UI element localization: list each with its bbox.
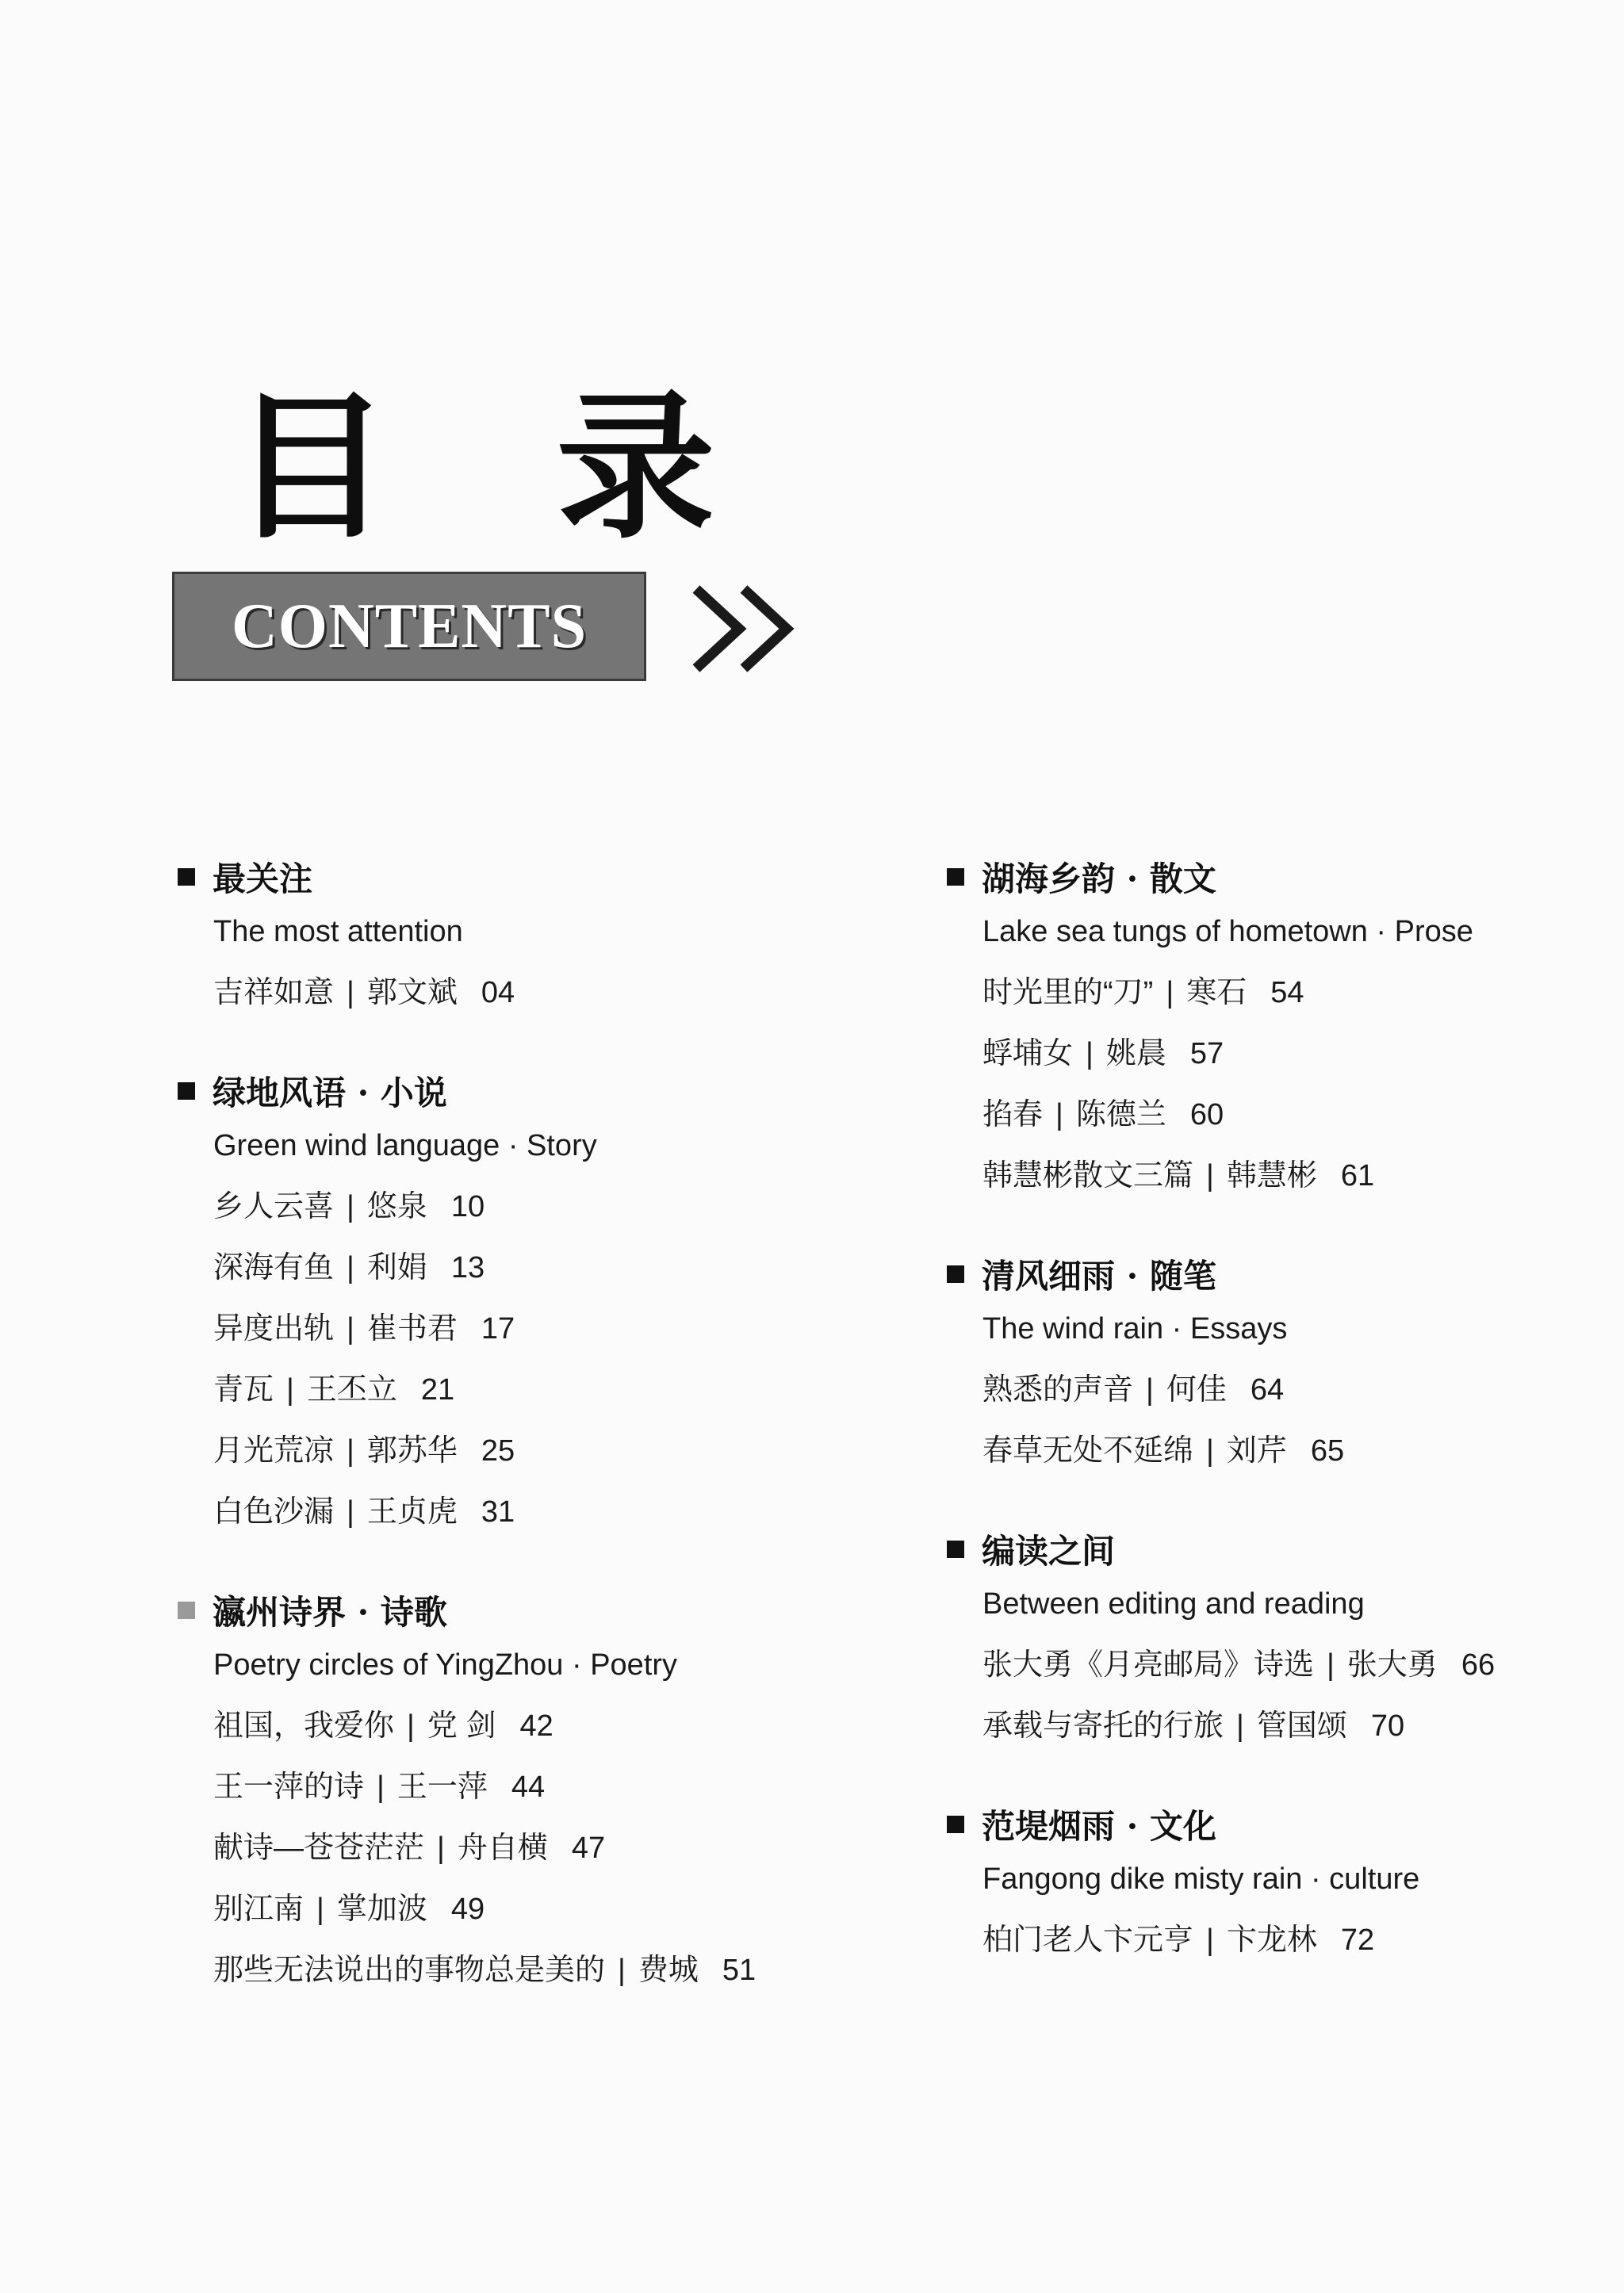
entry-title: 青瓦 xyxy=(213,1373,274,1407)
entry-page: 25 xyxy=(481,1434,515,1468)
toc-entry[interactable] xyxy=(982,1146,1605,1207)
entry-page: 57 xyxy=(1189,1037,1224,1070)
toc-entry[interactable] xyxy=(213,1818,891,1879)
entry-author: 郭文斌 xyxy=(366,976,458,1009)
toc-entry[interactable] xyxy=(213,1482,891,1543)
toc-entry[interactable] xyxy=(213,1757,891,1818)
entry-author: 舟自横 xyxy=(457,1832,548,1865)
entry-author: 何佳 xyxy=(1166,1373,1227,1407)
section-header xyxy=(947,1525,1605,1574)
entry-author: 利娟 xyxy=(366,1251,427,1284)
section-editing-reading xyxy=(947,1525,1605,1757)
toc-entry[interactable] xyxy=(213,963,891,1024)
toc-entry[interactable] xyxy=(213,1299,891,1360)
entry-author: 费城 xyxy=(638,1954,699,1987)
entry-title: 掐春 xyxy=(982,1098,1044,1131)
section-title: 清风细雨 · 随笔 xyxy=(982,1257,1216,1296)
section-header xyxy=(178,1066,891,1116)
separator: | xyxy=(1146,1373,1154,1407)
entry-title: 吉祥如意 xyxy=(213,976,335,1009)
square-bullet-icon xyxy=(178,1082,195,1100)
entry-page: 47 xyxy=(571,1832,606,1865)
separator: | xyxy=(347,1434,354,1468)
page-title-cn: 目 录 xyxy=(232,374,771,561)
left-column xyxy=(178,852,891,2044)
square-bullet-icon xyxy=(947,1265,964,1283)
toc-entry[interactable] xyxy=(982,1360,1605,1421)
separator: | xyxy=(437,1832,445,1865)
entry-title: 深海有鱼 xyxy=(213,1251,335,1284)
entry-author: 王贞虎 xyxy=(366,1495,458,1529)
entry-page: 66 xyxy=(1461,1648,1496,1682)
section-subtitle: The wind rain · Essays xyxy=(982,1312,1288,1346)
entry-title: 春草无处不延绵 xyxy=(982,1434,1194,1468)
entry-author: 悠泉 xyxy=(366,1190,427,1223)
entry-page: 60 xyxy=(1189,1098,1224,1131)
entry-author: 党 剑 xyxy=(427,1709,496,1743)
entry-page: 17 xyxy=(481,1312,515,1346)
separator: | xyxy=(1206,1434,1214,1468)
section-subtitle: Fangong dike misty rain · culture xyxy=(982,1862,1420,1896)
square-bullet-icon xyxy=(178,868,195,886)
entry-title: 熟悉的声音 xyxy=(982,1373,1134,1407)
toc-entry[interactable] xyxy=(213,1238,891,1299)
toc-entry[interactable] xyxy=(982,1024,1605,1085)
toc-entry[interactable] xyxy=(213,1696,891,1757)
entry-page: 13 xyxy=(450,1251,485,1284)
section-essays xyxy=(947,1250,1605,1482)
separator: | xyxy=(316,1893,324,1926)
entry-title: 时光里的“刀” xyxy=(982,976,1154,1009)
entry-title: 张大勇《月亮邮局》诗选 xyxy=(982,1648,1315,1682)
entry-author: 管国颂 xyxy=(1256,1709,1347,1743)
entry-author: 掌加波 xyxy=(336,1893,427,1926)
entry-title: 白色沙漏 xyxy=(213,1495,335,1529)
entry-author: 王一萍 xyxy=(396,1770,488,1804)
entry-author: 卞龙林 xyxy=(1226,1924,1317,1957)
entry-title: 别江南 xyxy=(213,1893,304,1926)
entry-page: 04 xyxy=(481,976,515,1009)
entry-page: 44 xyxy=(511,1770,546,1804)
separator: | xyxy=(1166,976,1174,1009)
entry-page: 61 xyxy=(1340,1159,1375,1192)
separator: | xyxy=(1055,1098,1063,1131)
separator: | xyxy=(1206,1159,1214,1192)
section-story xyxy=(178,1066,891,1543)
page-title-en: CONTENTS xyxy=(231,591,588,661)
separator: | xyxy=(1206,1924,1214,1957)
section-subtitle: The most attention xyxy=(213,915,463,948)
entry-title: 乡人云喜 xyxy=(213,1190,335,1223)
toc-entry[interactable] xyxy=(982,963,1605,1024)
entry-page: 51 xyxy=(722,1954,756,1987)
entry-page: 42 xyxy=(519,1709,553,1743)
square-bullet-icon xyxy=(947,1816,964,1833)
entry-author: 韩慧彬 xyxy=(1226,1159,1317,1192)
toc-entry[interactable] xyxy=(982,1421,1605,1482)
entry-page: 65 xyxy=(1310,1434,1345,1468)
section-title: 范堤烟雨 · 文化 xyxy=(982,1807,1216,1846)
toc-entry[interactable] xyxy=(982,1910,1605,1971)
toc-entry[interactable] xyxy=(982,1085,1605,1146)
section-title: 绿地风语 · 小说 xyxy=(213,1074,447,1112)
section-prose xyxy=(947,852,1605,1207)
entry-title: 祖国，我爱你 xyxy=(213,1709,395,1743)
section-subtitle: Between editing and reading xyxy=(982,1587,1365,1621)
entry-author: 王丕立 xyxy=(306,1373,397,1407)
entry-author: 崔书君 xyxy=(366,1312,458,1346)
entry-page: 21 xyxy=(420,1373,455,1407)
separator: | xyxy=(286,1373,294,1407)
separator: | xyxy=(347,1190,354,1223)
entry-author: 陈德兰 xyxy=(1075,1098,1166,1131)
separator: | xyxy=(347,1312,354,1346)
right-column xyxy=(947,852,1605,2014)
entry-title: 王一萍的诗 xyxy=(213,1770,365,1804)
separator: | xyxy=(347,1251,354,1284)
square-bullet-icon xyxy=(947,868,964,886)
toc-entry[interactable] xyxy=(213,1421,891,1482)
entry-author: 刘芹 xyxy=(1226,1434,1287,1468)
double-chevron-right-icon xyxy=(691,581,802,676)
toc-entry[interactable] xyxy=(213,1940,891,2001)
toc-entry[interactable] xyxy=(213,1879,891,1940)
entry-title: 异度出轨 xyxy=(213,1312,335,1346)
entry-author: 寒石 xyxy=(1186,976,1247,1009)
section-title: 最关注 xyxy=(213,859,313,898)
section-subtitle: Poetry circles of YingZhou · Poetry xyxy=(213,1648,678,1682)
section-header xyxy=(178,852,891,902)
entry-page: 49 xyxy=(450,1893,485,1926)
entry-page: 70 xyxy=(1370,1709,1405,1743)
section-subtitle: Green wind language · Story xyxy=(213,1129,597,1162)
entry-title: 月光荒凉 xyxy=(213,1434,335,1468)
entry-page: 54 xyxy=(1270,976,1304,1009)
contents-banner xyxy=(172,572,646,681)
section-title: 编读之间 xyxy=(982,1532,1116,1571)
entry-title: 承载与寄托的行旅 xyxy=(982,1709,1224,1743)
separator: | xyxy=(347,976,354,1009)
section-subtitle: Lake sea tungs of hometown · Prose xyxy=(982,915,1473,948)
entry-title: 韩慧彬散文三篇 xyxy=(982,1159,1194,1192)
entry-page: 31 xyxy=(481,1495,515,1529)
separator: | xyxy=(347,1495,354,1529)
section-most-attention xyxy=(178,852,891,1024)
entry-author: 郭苏华 xyxy=(366,1434,458,1468)
separator: | xyxy=(1327,1648,1335,1682)
section-culture xyxy=(947,1800,1605,1971)
toc-entry[interactable] xyxy=(982,1635,1605,1696)
separator: | xyxy=(377,1770,385,1804)
section-title: 湖海乡韵 · 散文 xyxy=(982,859,1216,898)
section-title: 瀛州诗界 · 诗歌 xyxy=(213,1593,447,1632)
section-header xyxy=(947,852,1605,902)
section-header xyxy=(947,1800,1605,1849)
square-bullet-icon xyxy=(947,1541,964,1558)
separator: | xyxy=(1086,1037,1094,1070)
entry-author: 姚晨 xyxy=(1105,1037,1166,1070)
separator: | xyxy=(618,1954,626,1987)
entry-page: 64 xyxy=(1250,1373,1285,1407)
entry-title: 柏门老人卞元亨 xyxy=(982,1924,1194,1957)
section-header xyxy=(178,1586,891,1635)
entry-page: 10 xyxy=(450,1190,485,1223)
entry-page: 72 xyxy=(1340,1924,1375,1957)
toc-entry[interactable] xyxy=(213,1177,891,1238)
entry-title: 蜉埔女 xyxy=(982,1037,1074,1070)
toc-entry[interactable] xyxy=(982,1696,1605,1757)
square-bullet-icon xyxy=(178,1602,195,1619)
separator: | xyxy=(407,1709,415,1743)
section-header xyxy=(947,1250,1605,1299)
separator: | xyxy=(1236,1709,1244,1743)
entry-author: 张大勇 xyxy=(1346,1648,1438,1682)
section-poetry xyxy=(178,1586,891,2001)
entry-title: 献诗—苍苍茫茫 xyxy=(213,1832,425,1865)
toc-entry[interactable] xyxy=(213,1360,891,1421)
entry-title: 那些无法说出的事物总是美的 xyxy=(213,1954,606,1987)
